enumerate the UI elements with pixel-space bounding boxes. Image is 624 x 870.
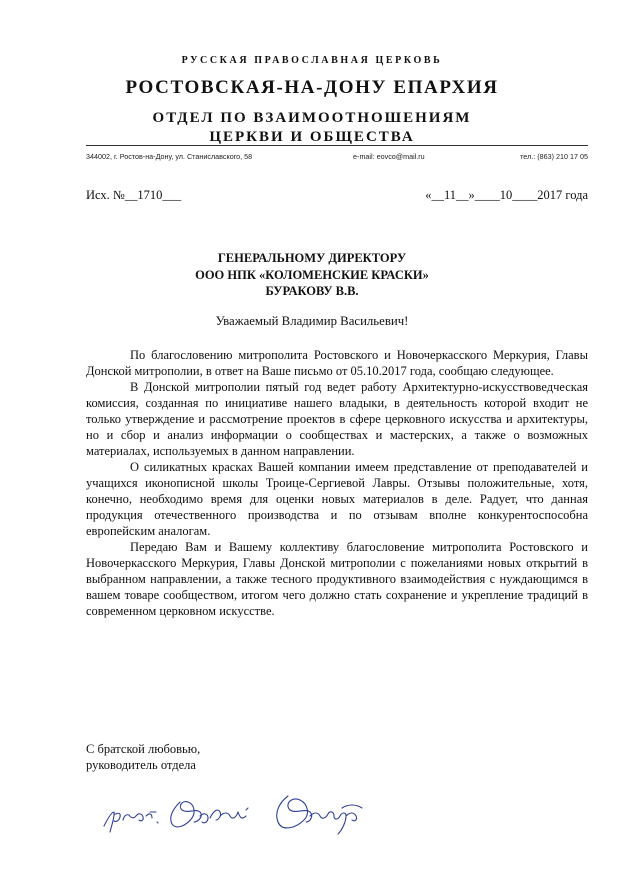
phone: тел.: (863) 210 17 05 (520, 152, 588, 161)
letter-body (86, 347, 588, 619)
recipient-line-3: БУРАКОВУ В.В. (265, 284, 359, 298)
recipient-block (0, 250, 624, 300)
handwritten-signature (96, 782, 366, 842)
reference-row (86, 187, 588, 203)
paragraph: По благословению митрополита Ростовского и Новочеркасского Меркурия, Главы Донской митрополии, в ответ на Ваше письмо от 05.10.2017 года, сообщаю следующее. (86, 348, 588, 378)
closing-line-2: руководитель отдела (86, 758, 196, 772)
closing-line-1: С братской любовью, (86, 742, 201, 756)
letterhead (0, 54, 624, 147)
email: e-mail: eovco@mail.ru (353, 152, 425, 161)
outgoing-number: Исх. №__1710___ (86, 188, 182, 202)
department-line-1: ОТДЕЛ ПО ВЗАИМООТНОШЕНИЯМ (152, 110, 472, 126)
greeting: Уважаемый Владимир Васильевич! (215, 314, 409, 328)
recipient-line-2: ООО НПК «КОЛОМЕНСКИЕ КРАСКИ» (195, 267, 429, 282)
paragraph: Передаю Вам и Вашему коллективу благословение митрополита Ростовского и Новочеркасского Меркурия, Главы Донской митрополии с пожеланиями новых открытий в выбранном направлении, а также тесного продуктивного взаимодействия с нуждающимся в вашем товаре сообществом, итогом чего должно стать сохранение и укрепление традиций в современном церковном искусстве. (86, 540, 588, 618)
closing-block (86, 741, 200, 773)
paragraph: В Донской митрополии пятый год ведет работу Архитектурно-искусствоведческая комиссия, созданная по инициативе нашего владыки, в деятельность которой входит не только утверждение и рассмотрение проектов в сфере церковного искусства и архитектуры, но и сбор и анализ информации о сообществах и мастерских, а также о возможных материалах, используемых в данном направлении. (86, 380, 588, 458)
department-name (0, 109, 624, 147)
recipient-line-1: ГЕНЕРАЛЬНОМУ ДИРЕКТОРУ (217, 251, 407, 265)
department-line-2: ЦЕРКВИ И ОБЩЕСТВА (209, 129, 415, 145)
paragraph: О силикатных красках Вашей компании имеем представление от преподавателей и учащихся иконописной школы Троице-Сергиевой Лавры. Отзывы положительные, хотя, конечно, необходимо время для оценки новых материалов в деле. Радует, что данная продукция отечественного производства и по отзывам вполне конкурентоспособна европейским аналогам. (86, 460, 588, 538)
church-name: РУССКАЯ ПРАВОСЛАВНАЯ ЦЕРКОВЬ (181, 55, 443, 66)
letter-date: «__11__»____10____2017 года (425, 188, 588, 202)
contact-line (86, 145, 588, 161)
address: 344002, г. Ростов-на-Дону, ул. Станиславского, 58 (86, 152, 253, 161)
signature-drawing (96, 782, 366, 842)
eparchy-name: РОСТОВСКАЯ-НА-ДОНУ ЕПАРХИЯ (125, 77, 499, 98)
